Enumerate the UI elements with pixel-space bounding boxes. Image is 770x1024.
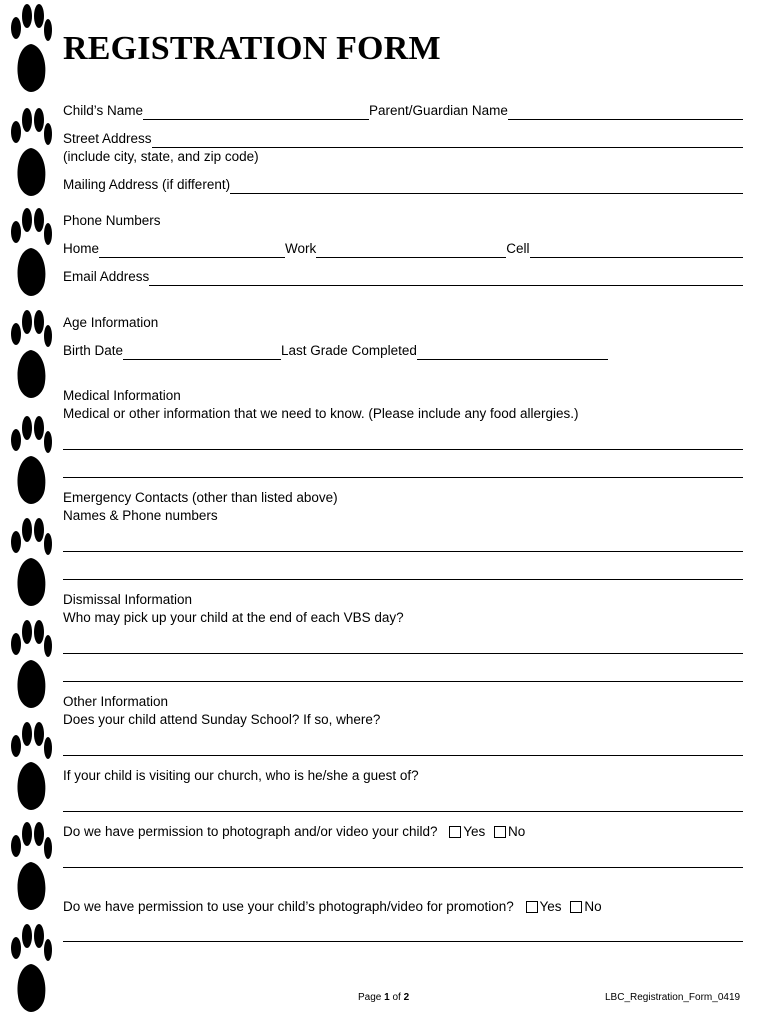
- photo-permission-question: Do we have permission to photograph and/or video your child?: [63, 824, 438, 839]
- photo-no-label: No: [508, 824, 526, 839]
- promo-permission-row: [63, 898, 602, 916]
- promo-yes-label: Yes: [539, 899, 562, 914]
- page-current: 1: [384, 992, 390, 1003]
- paw-print-icon: [10, 722, 52, 814]
- photo-permission-row: [63, 823, 525, 841]
- page-prefix: Page: [358, 992, 385, 1003]
- name-row: [63, 100, 743, 120]
- street-address-field[interactable]: [152, 133, 743, 148]
- promo-permission-question: Do we have permission to use your child’s photograph/video for promotion?: [63, 899, 514, 914]
- photo-yes-checkbox[interactable]: [449, 826, 461, 838]
- dismissal-heading: Dismissal Information: [63, 592, 193, 607]
- emergency-answer-line[interactable]: [63, 579, 743, 580]
- paw-print-icon: [10, 620, 52, 712]
- form-id: LBC_Registration_Form_0419: [605, 992, 741, 1003]
- promo-answer-line[interactable]: [63, 941, 743, 942]
- parent-name-field[interactable]: [508, 105, 743, 120]
- email-row: [63, 266, 743, 286]
- phone-row: [63, 238, 743, 258]
- paw-print-icon: [10, 108, 52, 200]
- medical-answer-line[interactable]: [63, 449, 743, 450]
- mailing-address-field[interactable]: [230, 179, 743, 194]
- medical-answer-line[interactable]: [63, 477, 743, 478]
- other-heading: Other Information: [63, 694, 169, 709]
- medical-prompt: Medical or other information that we need to know. (Please include any food allergies.): [63, 406, 579, 421]
- paw-print-icon: [10, 310, 52, 402]
- emergency-heading: Emergency Contacts (other than listed above): [63, 490, 338, 505]
- paw-print-icon: [10, 924, 52, 1016]
- dismissal-prompt: Who may pick up your child at the end of each VBS day?: [63, 610, 404, 625]
- page-of: of: [389, 992, 404, 1003]
- mailing-address-label: Mailing Address (if different): [63, 177, 231, 192]
- emergency-answer-line[interactable]: [63, 551, 743, 552]
- medical-heading: Medical Information: [63, 388, 181, 403]
- sunday-school-answer-line[interactable]: [63, 755, 743, 756]
- birth-date-field[interactable]: [123, 345, 281, 360]
- sunday-school-question: Does your child attend Sunday School? If so, where?: [63, 712, 381, 727]
- promo-yes-checkbox[interactable]: [526, 901, 538, 913]
- age-heading: Age Information: [63, 315, 159, 330]
- paw-print-icon: [10, 208, 52, 300]
- street-address-label: Street Address: [63, 131, 152, 146]
- visiting-answer-line[interactable]: [63, 811, 743, 812]
- mailing-address-row: [63, 174, 743, 194]
- page-title: REGISTRATION FORM: [63, 30, 441, 67]
- email-label: Email Address: [63, 269, 150, 284]
- street-address-row: [63, 128, 743, 148]
- street-address-note: (include city, state, and zip code): [63, 149, 259, 164]
- paw-print-icon: [10, 822, 52, 914]
- paw-print-icon: [10, 4, 52, 96]
- promo-no-label: No: [584, 899, 602, 914]
- home-phone-label: Home: [63, 241, 100, 256]
- child-name-field[interactable]: [143, 105, 369, 120]
- visiting-question: If your child is visiting our church, who is he/she a guest of?: [63, 768, 419, 783]
- photo-answer-line[interactable]: [63, 867, 743, 868]
- dismissal-answer-line[interactable]: [63, 653, 743, 654]
- page-total: 2: [403, 992, 410, 1003]
- age-row: [63, 340, 608, 360]
- page-number: [358, 992, 409, 1003]
- parent-name-label: Parent/Guardian Name: [369, 103, 508, 118]
- dismissal-answer-line[interactable]: [63, 681, 743, 682]
- last-grade-field[interactable]: [417, 345, 608, 360]
- cell-phone-field[interactable]: [530, 243, 743, 258]
- last-grade-label: Last Grade Completed: [281, 343, 417, 358]
- email-field[interactable]: [149, 271, 743, 286]
- work-phone-label: Work: [285, 241, 317, 256]
- paw-print-icon: [10, 416, 52, 508]
- home-phone-field[interactable]: [99, 243, 285, 258]
- phone-heading: Phone Numbers: [63, 213, 161, 228]
- birth-date-label: Birth Date: [63, 343, 124, 358]
- emergency-prompt: Names & Phone numbers: [63, 508, 218, 523]
- promo-no-checkbox[interactable]: [570, 901, 582, 913]
- paw-print-border: [0, 0, 58, 1024]
- photo-yes-label: Yes: [463, 824, 486, 839]
- child-name-label: Child’s Name: [63, 103, 144, 118]
- cell-phone-label: Cell: [506, 241, 530, 256]
- paw-print-icon: [10, 518, 52, 610]
- photo-no-checkbox[interactable]: [494, 826, 506, 838]
- work-phone-field[interactable]: [316, 243, 506, 258]
